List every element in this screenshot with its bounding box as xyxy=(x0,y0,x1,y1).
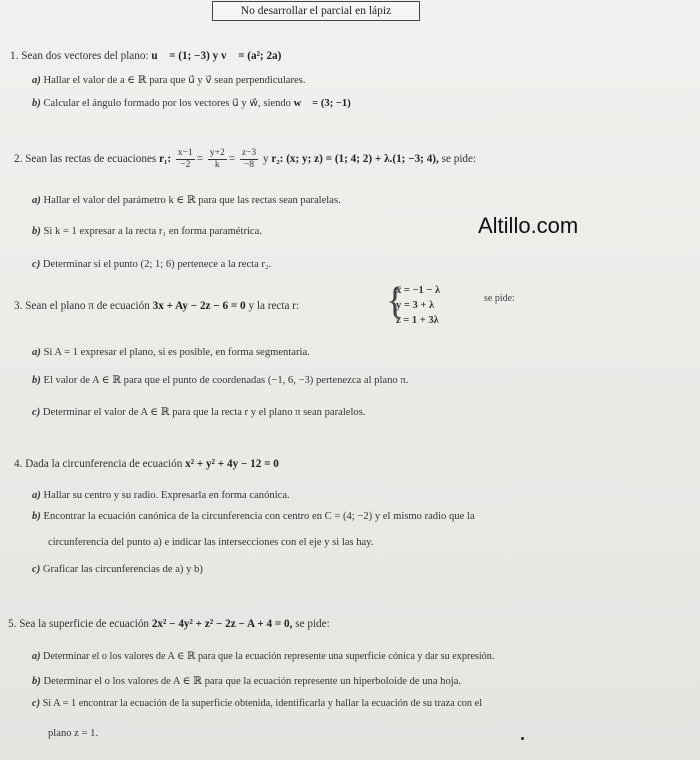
question-5c-text: Si A = 1 encontrar la ecuación de la superficie obtenida, identificarla y hallar la ecuación de su traza con el xyxy=(42,698,483,709)
question-1b xyxy=(32,97,351,109)
question-5c-label: c) xyxy=(32,698,40,709)
question-3c-label: c) xyxy=(32,407,41,418)
question-1b-label: b) xyxy=(32,98,41,109)
brace-icon: { xyxy=(386,280,405,322)
question-3a-text: Si A = 1 expresar el plano, si es posible, en forma segmentaria. xyxy=(43,347,310,358)
question-5 xyxy=(8,618,330,630)
system-row-y: y = 3 + λ xyxy=(396,300,435,311)
system-row-z: z = 1 + 3λ xyxy=(396,315,439,326)
line-system xyxy=(386,280,441,328)
fraction-y: $\frac{y+2}{k}$ xyxy=(209,148,225,170)
fraction-x: $\frac{x-1}{-2}$ xyxy=(177,148,193,170)
ink-dot xyxy=(521,737,524,740)
question-5-text: Sea la superficie de ecuación xyxy=(19,618,150,630)
question-4a-text: Hallar su centro y su radio. Expresarla en forma canónica. xyxy=(43,490,290,501)
question-3a-label: a) xyxy=(32,347,41,358)
question-5a xyxy=(32,651,494,662)
question-1b-vector: w⃗ = (3; −1) xyxy=(293,98,351,109)
question-4a xyxy=(32,490,290,501)
question-4-text: Dada la circunferencia de ecuación xyxy=(25,458,183,470)
question-2a xyxy=(32,194,341,206)
system-row-x: x = −1 − λ xyxy=(396,285,441,296)
question-3b xyxy=(32,374,408,386)
question-3-pide: se pide: xyxy=(484,293,515,304)
question-4 xyxy=(14,458,279,470)
question-3-number: 3. xyxy=(14,300,23,312)
question-5c-continued: plano z = 1. xyxy=(48,728,99,739)
question-4b-continued: circunferencia del punto a) e indicar las intersecciones con el eje y si las hay. xyxy=(48,537,374,548)
question-4b-text: Encontrar la ecuación canónica de la circunferencia con centro en C = (4; −2) y el mismo radio que la xyxy=(43,511,475,522)
question-4-eq: x² + y² + 4y − 12 = 0 xyxy=(185,458,279,470)
question-5b-label: b) xyxy=(32,676,41,687)
question-1a-label: a) xyxy=(32,75,41,86)
question-2c-text: Determinar si el punto (2; 1; 6) pertenece a la recta r₂. xyxy=(42,259,272,270)
question-2-text: Sean las rectas de ecuaciones xyxy=(25,153,157,166)
question-4c xyxy=(32,564,203,575)
question-2a-label: a) xyxy=(32,195,41,206)
question-2-number: 2. xyxy=(14,153,23,166)
question-1-number: 1. xyxy=(10,50,19,62)
question-2-and: y xyxy=(262,153,269,166)
question-1-vectors: u⃗ = (1; −3) y v⃗ = (a²; 2a) xyxy=(151,50,282,62)
question-5c xyxy=(32,698,482,709)
question-2c-label: c) xyxy=(32,259,41,270)
exam-header: No desarrollar el parcial en lápiz xyxy=(212,1,420,21)
question-3a xyxy=(32,347,310,358)
question-5b-text: Determinar el o los valores de A ∈ ℝ para que la ecuación represente un hiperboloide de una hoja. xyxy=(43,676,462,687)
question-5a-label: a) xyxy=(32,651,41,662)
question-4c-text: Graficar las circunferencias de a) y b) xyxy=(42,564,203,575)
question-2-end: se pide: xyxy=(441,153,477,166)
question-1b-text: Calcular el ángulo formado por los vectores u⃗ y w⃗, siendo xyxy=(43,98,291,109)
question-4-number: 4. xyxy=(14,458,23,470)
question-3 xyxy=(14,300,299,312)
question-4b-label: b) xyxy=(32,511,41,522)
question-3b-text: El valor de A ∈ ℝ para que el punto de coordenadas (−1, 6, −3) pertenezca al plano π. xyxy=(43,375,409,386)
fraction-z: $\frac{z-3}{-8}$ xyxy=(241,148,257,170)
question-1a-text: Hallar el valor de a ∈ ℝ para que u⃗ y v⃗ sean perpendiculares. xyxy=(43,75,306,86)
question-5-end: se pide: xyxy=(295,618,330,630)
question-5a-text: Determinar el o los valores de A ∈ ℝ para que la ecuación represente una superficie cónica y dar su expresión. xyxy=(43,651,495,662)
question-3b-label: b) xyxy=(32,375,41,386)
question-2b-text: Si k = 1 expresar a la recta r₁ en forma paramétrica. xyxy=(43,226,262,237)
question-2-r2: r₂: (x; y; z) = (1; 4; 2) + λ.(1; −3; 4), xyxy=(271,153,439,166)
question-2-r1: r₁: xyxy=(159,153,172,166)
question-1-text: Sean dos vectores del plano: xyxy=(21,50,149,62)
question-3-text: Sean el plano π de ecuación xyxy=(25,300,150,312)
question-2b xyxy=(32,226,262,237)
question-1a xyxy=(32,74,305,86)
question-5-number: 5. xyxy=(8,618,17,630)
question-3-text2: y la recta r: xyxy=(248,300,300,312)
question-3c-text: Determinar el valor de A ∈ ℝ para que la recta r y el plano π sean paralelos. xyxy=(42,407,366,418)
question-2c xyxy=(32,259,271,270)
question-5b xyxy=(32,675,461,687)
question-2a-text: Hallar el valor del parámetro k ∈ ℝ para que las rectas sean paralelas. xyxy=(43,195,341,206)
question-2b-label: b) xyxy=(32,226,41,237)
question-4a-label: a) xyxy=(32,490,41,501)
watermark: Altillo.com xyxy=(478,213,579,238)
question-2: 2. Sean las rectas de ecuaciones r₁: $\frac{x-1}{-2}$ = $\frac{y+2}{k}$ = $\frac{z-3}{-8}$ y r₂: (x; y; z) = (1; 4; 2) + λ.(1; −3; 4), se pide: xyxy=(14,148,477,170)
question-4b xyxy=(32,511,475,522)
question-3c xyxy=(32,406,366,418)
question-4c-label: c) xyxy=(32,564,41,575)
question-3-plane-eq: 3x + Ay − 2z − 6 = 0 xyxy=(152,300,246,312)
question-5-eq: 2x² − 4y² + z² − 2z − A + 4 = 0, xyxy=(151,618,293,630)
question-1 xyxy=(10,50,281,62)
